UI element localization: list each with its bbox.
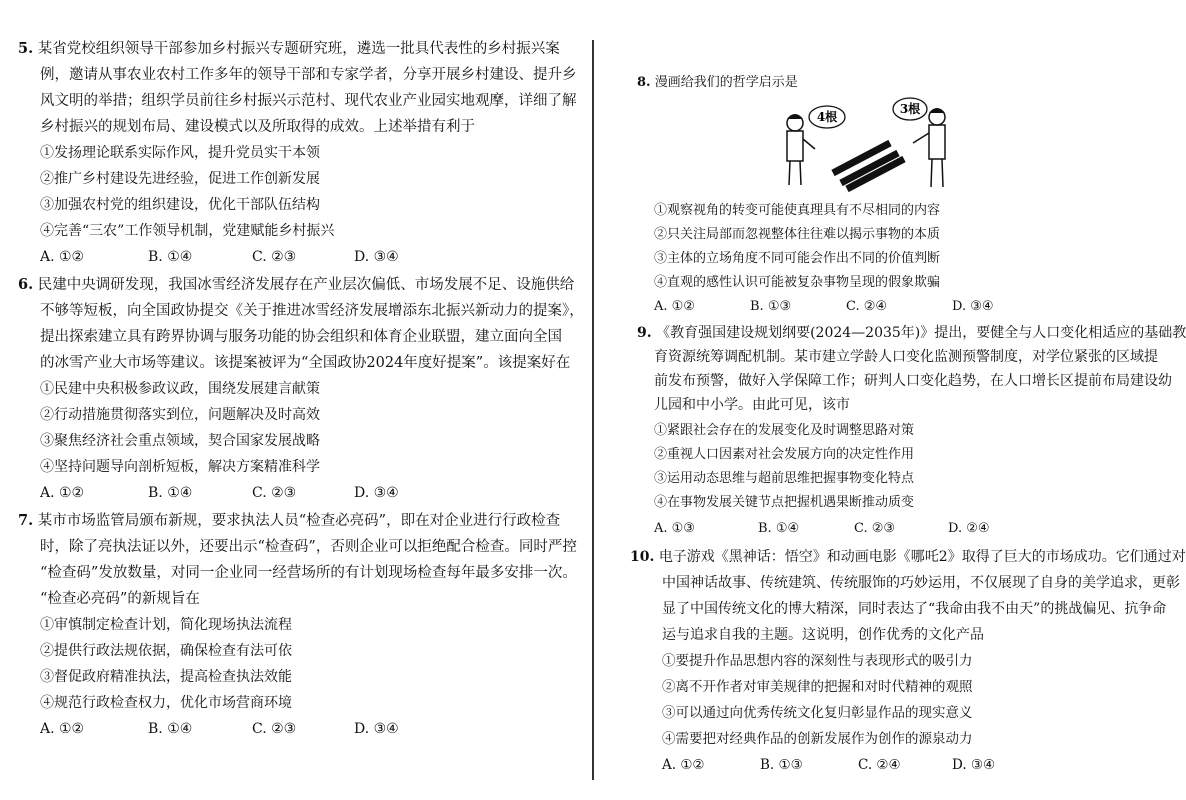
q5-stem-1: 某省党校组织领导干部参加乡村振兴专题研究班，遴选一批具代表性的乡村振兴案 [37,41,560,57]
q10-choice-d[interactable]: D. ③④ [952,757,996,773]
q7-line-1 [18,512,560,530]
q5-choice-b[interactable]: B. ①④ [148,249,193,265]
q6-stem-2: 不够等短板，向全国政协提交《关于推进冰雪经济发展增添东北振兴新动力的提案》， [40,303,584,319]
q6-option-3: ③聚焦经济社会重点领域，契合国家发展战略 [40,433,320,449]
q6-stem-4: 的冰雪产业大市场等建议。该提案被评为“全国政协2024年度好提案”。该提案好在 [40,355,571,371]
q5-stem-4: 乡村振兴的规划布局、建设模式以及所取得的成效。上述举措有利于 [40,119,475,135]
q6-choice-b[interactable]: B. ①④ [148,485,193,501]
q5-stem-3: 风文明的举措；组织学员前往乡村振兴示范村、现代农业产业园实地观摩，详细了解 [40,93,577,109]
q10-line-1 [630,548,1186,566]
q6-option-1: ①民建中央积极参政议政，围绕发展建言献策 [40,381,320,397]
q9-stem-3: 前发布预警，做好入学保障工作；研判人口变化趋势，在人口增长区提前布局建设幼 [654,373,1172,389]
q7-choice-b[interactable]: B. ①④ [148,721,193,737]
q7-stem-4: “检查必亮码”的新规旨在 [40,591,200,607]
q5-choice-d[interactable]: D. ③④ [354,249,399,265]
q8-number: 8. [637,75,651,90]
q9-line-1 [637,324,1186,342]
q9-stem-2: 育资源统筹调配机制。某市建立学龄人口变化监测预警制度，对学位紧张的区域提 [654,349,1158,365]
q9-stem-4: 儿园和中小学。由此可见，该市 [654,397,850,413]
q10-number: 10. [630,549,655,565]
q9-option-2: ②重视人口因素对社会发展方向的决定性作用 [654,447,915,462]
q5-stem-2: 例，邀请从事农业农村工作多年的领导干部和专家学者，分享开展乡村建设、提升乡 [40,67,577,83]
q5-number: 5. [18,40,34,57]
q7-stem-2: 时，除了亮执法证以外，还要出示“检查码”，否则企业可以拒绝配合检查。同时严控 [40,539,577,555]
q6-choice-c[interactable]: C. ②③ [252,485,297,501]
q8-option-3: ③主体的立场角度不同可能会作出不同的价值判断 [654,251,941,266]
q10-option-1: ①要提升作品思想内容的深刻性与表现形式的吸引力 [662,653,973,669]
q8-stem: 漫画给我们的哲学启示是 [654,75,798,90]
q8-option-4: ④直观的感性认识可能被复杂事物呈现的假象欺骗 [654,275,941,290]
q10-choice-b[interactable]: B. ①③ [760,757,803,773]
q8-choice-d[interactable]: D. ③④ [952,299,994,314]
q7-stem-1: 某市市场监管局颁布新规，要求执法人员“检查必亮码”，即在对企业进行行政检查 [37,513,561,529]
q10-stem-2: 中国神话故事、传统建筑、传统服饰的巧妙运用，不仅展现了自身的美学追求，更彰 [662,575,1180,591]
q5-choice-a[interactable]: A. ①② [40,249,85,265]
q5-option-1: ①发扬理论联系实际作风，提升党员实干本领 [40,145,320,161]
q10-option-3: ③可以通过向优秀传统文化复归彰显作品的现实意义 [662,705,973,721]
q8-option-1: ①观察视角的转变可能使真理具有不尽相同的内容 [654,203,941,218]
q6-stem-1: 民建中央调研发现，我国冰雪经济发展存在产业层次偏低、市场发展不足、设施供给 [37,277,575,293]
q6-number: 6. [18,276,34,293]
q5-line-1 [18,40,560,58]
q10-option-2: ②离不开作者对审美规律的把握和对时代精神的观照 [662,679,973,695]
logs-icon [833,143,904,189]
right-speech-bubble [893,98,927,120]
q9-choice-b[interactable]: B. ①④ [758,521,800,536]
right-bubble-text: 3根 [899,102,921,116]
q7-option-2: ②提供行政法规依据，确保检查有法可依 [40,643,292,659]
q10-option-4: ④需要把对经典作品的创新发展作为创作的源泉动力 [662,731,973,747]
q7-number: 7. [18,512,34,529]
q7-stem-3: “检查码”发放数量，对同一企业同一经营场所的有计划现场检查每年最多安排一次。 [40,565,577,581]
q5-choice-c[interactable]: C. ②③ [252,249,297,265]
q9-choice-d[interactable]: D. ②④ [948,521,990,536]
q6-choice-d[interactable]: D. ③④ [354,485,399,501]
q7-option-4: ④规范行政检查权力，优化市场营商环境 [40,695,292,711]
column-divider [592,40,594,780]
q7-option-3: ③督促政府精准执法，提高检查执法效能 [40,669,292,685]
q7-option-1: ①审慎制定检查计划，简化现场执法流程 [40,617,292,633]
q7-choice-a[interactable]: A. ①② [40,721,85,737]
left-speech-bubble [809,106,845,128]
right-person-icon [913,108,945,187]
q6-choice-a[interactable]: A. ①② [40,485,85,501]
q9-option-4: ④在事物发展关键节点把握机遇果断推动质变 [654,495,915,510]
q10-stem-1: 电子游戏《黑神话：悟空》和动画电影《哪吒2》取得了巨大的市场成功。它们通过对 [658,549,1186,565]
q6-option-2: ②行动措施贯彻落实到位，问题解决及时高效 [40,407,320,423]
left-bubble-text: 4根 [816,110,838,124]
q9-option-3: ③运用动态思维与超前思维把握事物变化特点 [654,471,915,486]
q7-choice-d[interactable]: D. ③④ [354,721,399,737]
q8-line-1 [637,74,798,92]
q9-option-1: ①紧跟社会存在的发展变化及时调整思路对策 [654,423,915,438]
q8-choice-b[interactable]: B. ①③ [750,299,792,314]
left-person-icon [787,114,815,185]
q8-option-2: ②只关注局部而忽视整体往往难以揭示事物的本质 [654,227,941,242]
q8-choice-a[interactable]: A. ①② [654,299,695,314]
q10-choice-a[interactable]: A. ①② [662,757,705,773]
q6-line-1 [18,276,574,294]
q10-choice-c[interactable]: C. ②④ [858,757,901,773]
comic-figure [775,95,955,195]
q6-stem-3: 提出探索建立具有跨界协调与服务功能的协会组织和体育企业联盟，建立面向全国 [40,329,562,345]
q10-stem-4: 运与追求自我的主题。这说明，创作优秀的文化产品 [662,627,984,643]
q7-choice-c[interactable]: C. ②③ [252,721,297,737]
q5-option-3: ③加强农村党的组织建设，优化干部队伍结构 [40,197,320,213]
q9-choice-c[interactable]: C. ②③ [854,521,896,536]
q9-number: 9. [637,325,652,341]
q5-option-4: ④完善“三农”工作领导机制，党建赋能乡村振兴 [40,223,335,239]
q8-choice-c[interactable]: C. ②④ [846,299,888,314]
q9-choice-a[interactable]: A. ①③ [654,521,695,536]
q9-stem-1: 《教育强国建设规划纲要(2024—2035年)》提出，要健全与人口变化相适应的基础教 [656,325,1186,341]
q6-option-4: ④坚持问题导向剖析短板，解决方案精准科学 [40,459,320,475]
q5-option-2: ②推广乡村建设先进经验，促进工作创新发展 [40,171,320,187]
q10-stem-3: 显了中国传统文化的博大精深，同时表达了“我命由我不由天”的挑战偏见、抗争命 [662,601,1167,617]
